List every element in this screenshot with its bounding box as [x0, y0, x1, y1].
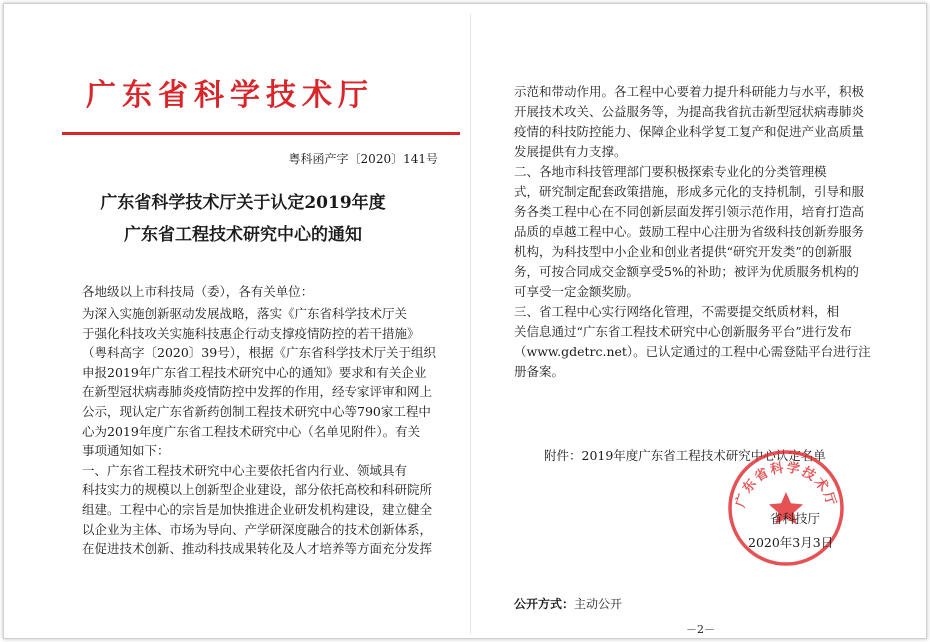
- salutation: 各地级以上市科技局（委），各有关单位：: [82, 284, 314, 299]
- body-line: 为深入实施创新驱动发展战略，落实《广东省科学技术厅关: [82, 306, 408, 321]
- body-line: 公示，现认定广东省新药创制工程技术研究中心等790家工程中: [82, 403, 431, 419]
- notice-title-line-2: 广东省工程技术研究中心的通知: [124, 225, 362, 245]
- left-body-text: [82, 304, 436, 559]
- body-line: 式，研究制定配套政策措施，形成多元化的支持机制，引导和服: [514, 184, 865, 199]
- attachment-line: 附件：2019年度广东省工程技术研究中心认定名单: [544, 448, 826, 463]
- document-frame: [3, 3, 927, 639]
- right-page: [474, 16, 922, 636]
- body-line: 一、广东省工程技术研究中心主要依托省内行业、领域具有: [82, 462, 408, 478]
- body-line: 在促进技术创新、推动科技成果转化及人才培养等方面充分发挥: [82, 541, 433, 557]
- red-header-title: 广东省科学技术厅: [86, 78, 374, 113]
- body-line: 组建。工程中心的宗旨是加快推进企业研发机构建设，建立健全: [82, 501, 433, 517]
- document-number: 粤科函产字〔2020〕141号: [288, 152, 438, 166]
- body-line: 册备案。: [514, 364, 565, 379]
- disclosure-method: [514, 595, 622, 615]
- seal-arc-text: 广东省科学技术厅: [733, 460, 839, 510]
- signing-organization: 省科技厅: [770, 511, 821, 526]
- body-line: 示范和带动作用。各工程中心要着力提升科研能力与水平，积极: [514, 84, 865, 99]
- body-line: 机构，为科技型中小企业和创业者提供“研究开发类”的创新服: [514, 244, 852, 259]
- notice-title-line-1: 广东省科学技术厅关于认定2019年度: [100, 193, 386, 213]
- body-line: 申报2019年广东省工程技术研究中心的通知》要求和有关企业: [82, 364, 427, 380]
- signing-date: 2020年3月3日: [748, 535, 834, 550]
- body-line: （粤科高字〔2020〕39号），根据《广东省科学技术厅关于组织: [82, 345, 436, 361]
- body-line: 科技实力的规模以上创新型企业建设，部分依托高校和科研院所: [82, 482, 433, 498]
- body-line: 可享受一定金额奖励。: [514, 284, 640, 299]
- body-line: 品质的卓越工程中心。鼓励工程中心注册为省级科技创新券服务: [514, 224, 865, 239]
- page-number: －2－: [686, 623, 715, 636]
- body-line: 疫情的科技防控能力、保障企业科学复工复产和促进产业高质量: [514, 124, 865, 139]
- body-line: 务，可按合同成交金额享受5%的补助；被评为优质服务机构的: [514, 264, 859, 279]
- left-page: [18, 16, 468, 632]
- right-body-text: [514, 82, 871, 382]
- body-line: 关信息通过“广东省工程技术研究中心创新服务平台”进行发布: [514, 324, 852, 339]
- page-gutter: [470, 14, 471, 634]
- body-line: 开展技术攻关、公益服务等，为提高我省抗击新型冠状病毒肺炎: [514, 104, 865, 119]
- body-line: 于强化科技攻关实施科技惠企行动支撑疫情防控的若干措施》: [82, 325, 420, 341]
- body-line: 二、各地市科技管理部门要积极探索专业化的分类管理模: [514, 164, 827, 179]
- body-line: 事项通知如下：: [82, 443, 170, 459]
- disclosure-label: 公开方式：: [514, 597, 575, 611]
- red-header-rule: [62, 132, 460, 135]
- body-line: 三、省工程中心实行网络化管理，不需要提交纸质材料，相: [514, 304, 840, 319]
- body-line: （www.gdetrc.net）。已认定通过的工程中心需登陆平台进行注: [514, 344, 871, 359]
- body-line: 务各类工程中心在不同创新层面发挥引领示范作用，培育打造高: [514, 204, 865, 219]
- body-line: 以企业为主体、市场为导向、产学研深度融合的技术创新体系，: [82, 521, 433, 537]
- disclosure-value: 主动公开: [574, 597, 623, 611]
- body-line: 心为2019年度广东省工程技术研究中心（名单见附件）。有关: [82, 423, 421, 439]
- body-line: 在新型冠状病毒肺炎疫情防控中发挥的作用，经专家评审和网上: [82, 384, 433, 400]
- body-line: 发展提供有力支撑。: [514, 144, 627, 159]
